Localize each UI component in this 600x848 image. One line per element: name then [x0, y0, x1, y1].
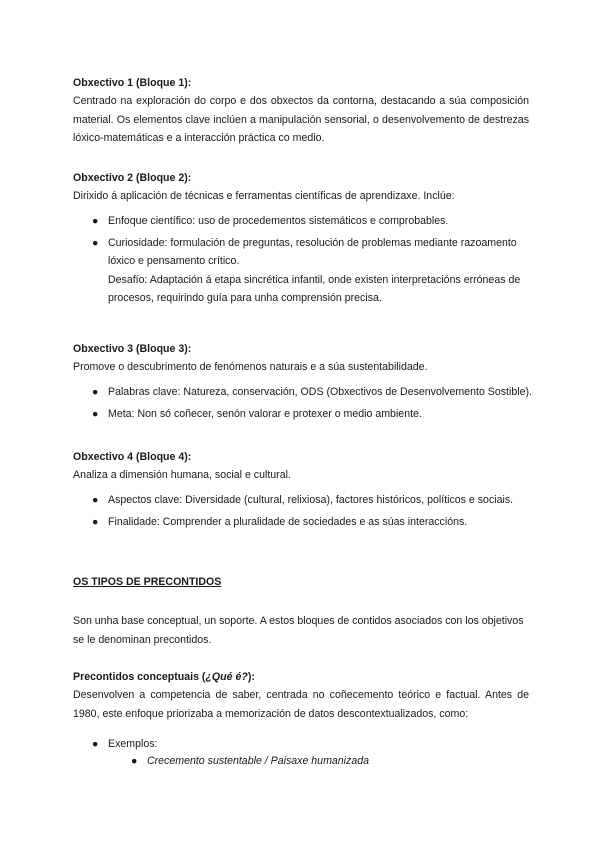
list-item	[92, 383, 532, 402]
obj1-heading: Obxectivo 1 (Bloque 1):	[73, 77, 192, 89]
section-intro: Son unha base conceptual, un soporte. A estos bloques de contidos asociados con los objetivos se le denominan precontidos.	[73, 615, 524, 646]
list-item	[92, 735, 532, 754]
section-heading: OS TIPOS DE PRECONTIDOS	[73, 576, 222, 588]
obj2-intro: Dirixido á aplicación de técnicas e ferramentas científicas de aprendizaxe. Inclúe:	[73, 190, 455, 202]
bullet-icon: ●	[92, 386, 99, 398]
obj2-heading: Obxectivo 2 (Bloque 2):	[73, 172, 192, 184]
obj3-intro: Promove o descubrimento de fenómenos naturais e a súa sustentabilidade.	[73, 361, 428, 373]
bullet-icon: ●	[92, 494, 99, 506]
conceptual-paragraph: Desenvolven a competencia de saber, centrada no coñecemento teórico e factual. Antes de 1980, este enfoque priorizaba a memorización de datos descontextualizados, como:	[73, 689, 529, 720]
example-item: Crecemento sustentable / Paisaxe humanizada	[147, 755, 370, 767]
obj2-challenge: Desafío: Adaptación á etapa sincrética infantil, onde existen interpretacións erróneas de procesos, requirindo guía para unha comprensión precisa.	[108, 273, 521, 304]
obj1-paragraph: Centrado na exploración do corpo e dos obxectos da contorna, destacando a súa composición material. Os elementos clave inclúen a manipulación sensorial, o desenvolvemento de destrezas lóxico-matemáticas e a interacción práctica co medio.	[73, 95, 529, 144]
bullet-icon: ●	[92, 515, 99, 528]
conceptual-heading-question: ¿Qué é?	[205, 671, 248, 683]
obj2-item-1: Enfoque científico: uso de procedementos sistemáticos e comprobables.	[108, 215, 449, 227]
conceptual-list	[92, 735, 532, 754]
obj4-heading: Obxectivo 4 (Bloque 4):	[73, 451, 192, 463]
bullet-icon: ●	[131, 755, 138, 767]
examples-label: Exemplos:	[108, 738, 158, 750]
conceptual-heading	[73, 668, 529, 687]
obj3-item-1: Palabras clave: Natureza, conservación, ODS (Obxectivos de Desenvolvemento Sostible).	[108, 386, 532, 398]
list-item	[92, 405, 532, 424]
list-item	[131, 752, 531, 771]
obj4-item-2: Finalidade: Comprender a pluralidade de sociedades e as súas interaccións.	[108, 515, 468, 528]
obj2-item-2: Curiosidade: formulación de preguntas, resolución de problemas mediante razoamento lóxico e pensamento crítico.	[108, 236, 517, 267]
list-item	[92, 491, 532, 510]
obj3-heading: Obxectivo 3 (Bloque 3):	[73, 343, 192, 355]
obj4-intro: Analiza a dimensión humana, social e cultural.	[73, 469, 291, 481]
conceptual-heading-text: Precontidos conceptuais (	[73, 671, 206, 683]
examples-sublist	[131, 752, 531, 771]
list-item	[92, 513, 532, 532]
obj4-item-1: Aspectos clave: Diversidade (cultural, relixiosa), factores históricos, políticos e sociais.	[108, 494, 514, 506]
obj3-item-2: Meta: Non só coñecer, senón valorar e protexer o medio ambiente.	[108, 407, 422, 420]
bullet-icon: ●	[92, 236, 99, 249]
bullet-icon: ●	[92, 407, 99, 420]
obj2-list	[92, 212, 532, 308]
bullet-icon: ●	[92, 738, 99, 750]
bullet-icon: ●	[92, 215, 99, 227]
list-item	[92, 234, 532, 308]
obj4-list	[92, 491, 532, 531]
conceptual-heading-close: ):	[247, 671, 255, 683]
list-item	[92, 212, 532, 231]
obj3-list	[92, 383, 532, 423]
